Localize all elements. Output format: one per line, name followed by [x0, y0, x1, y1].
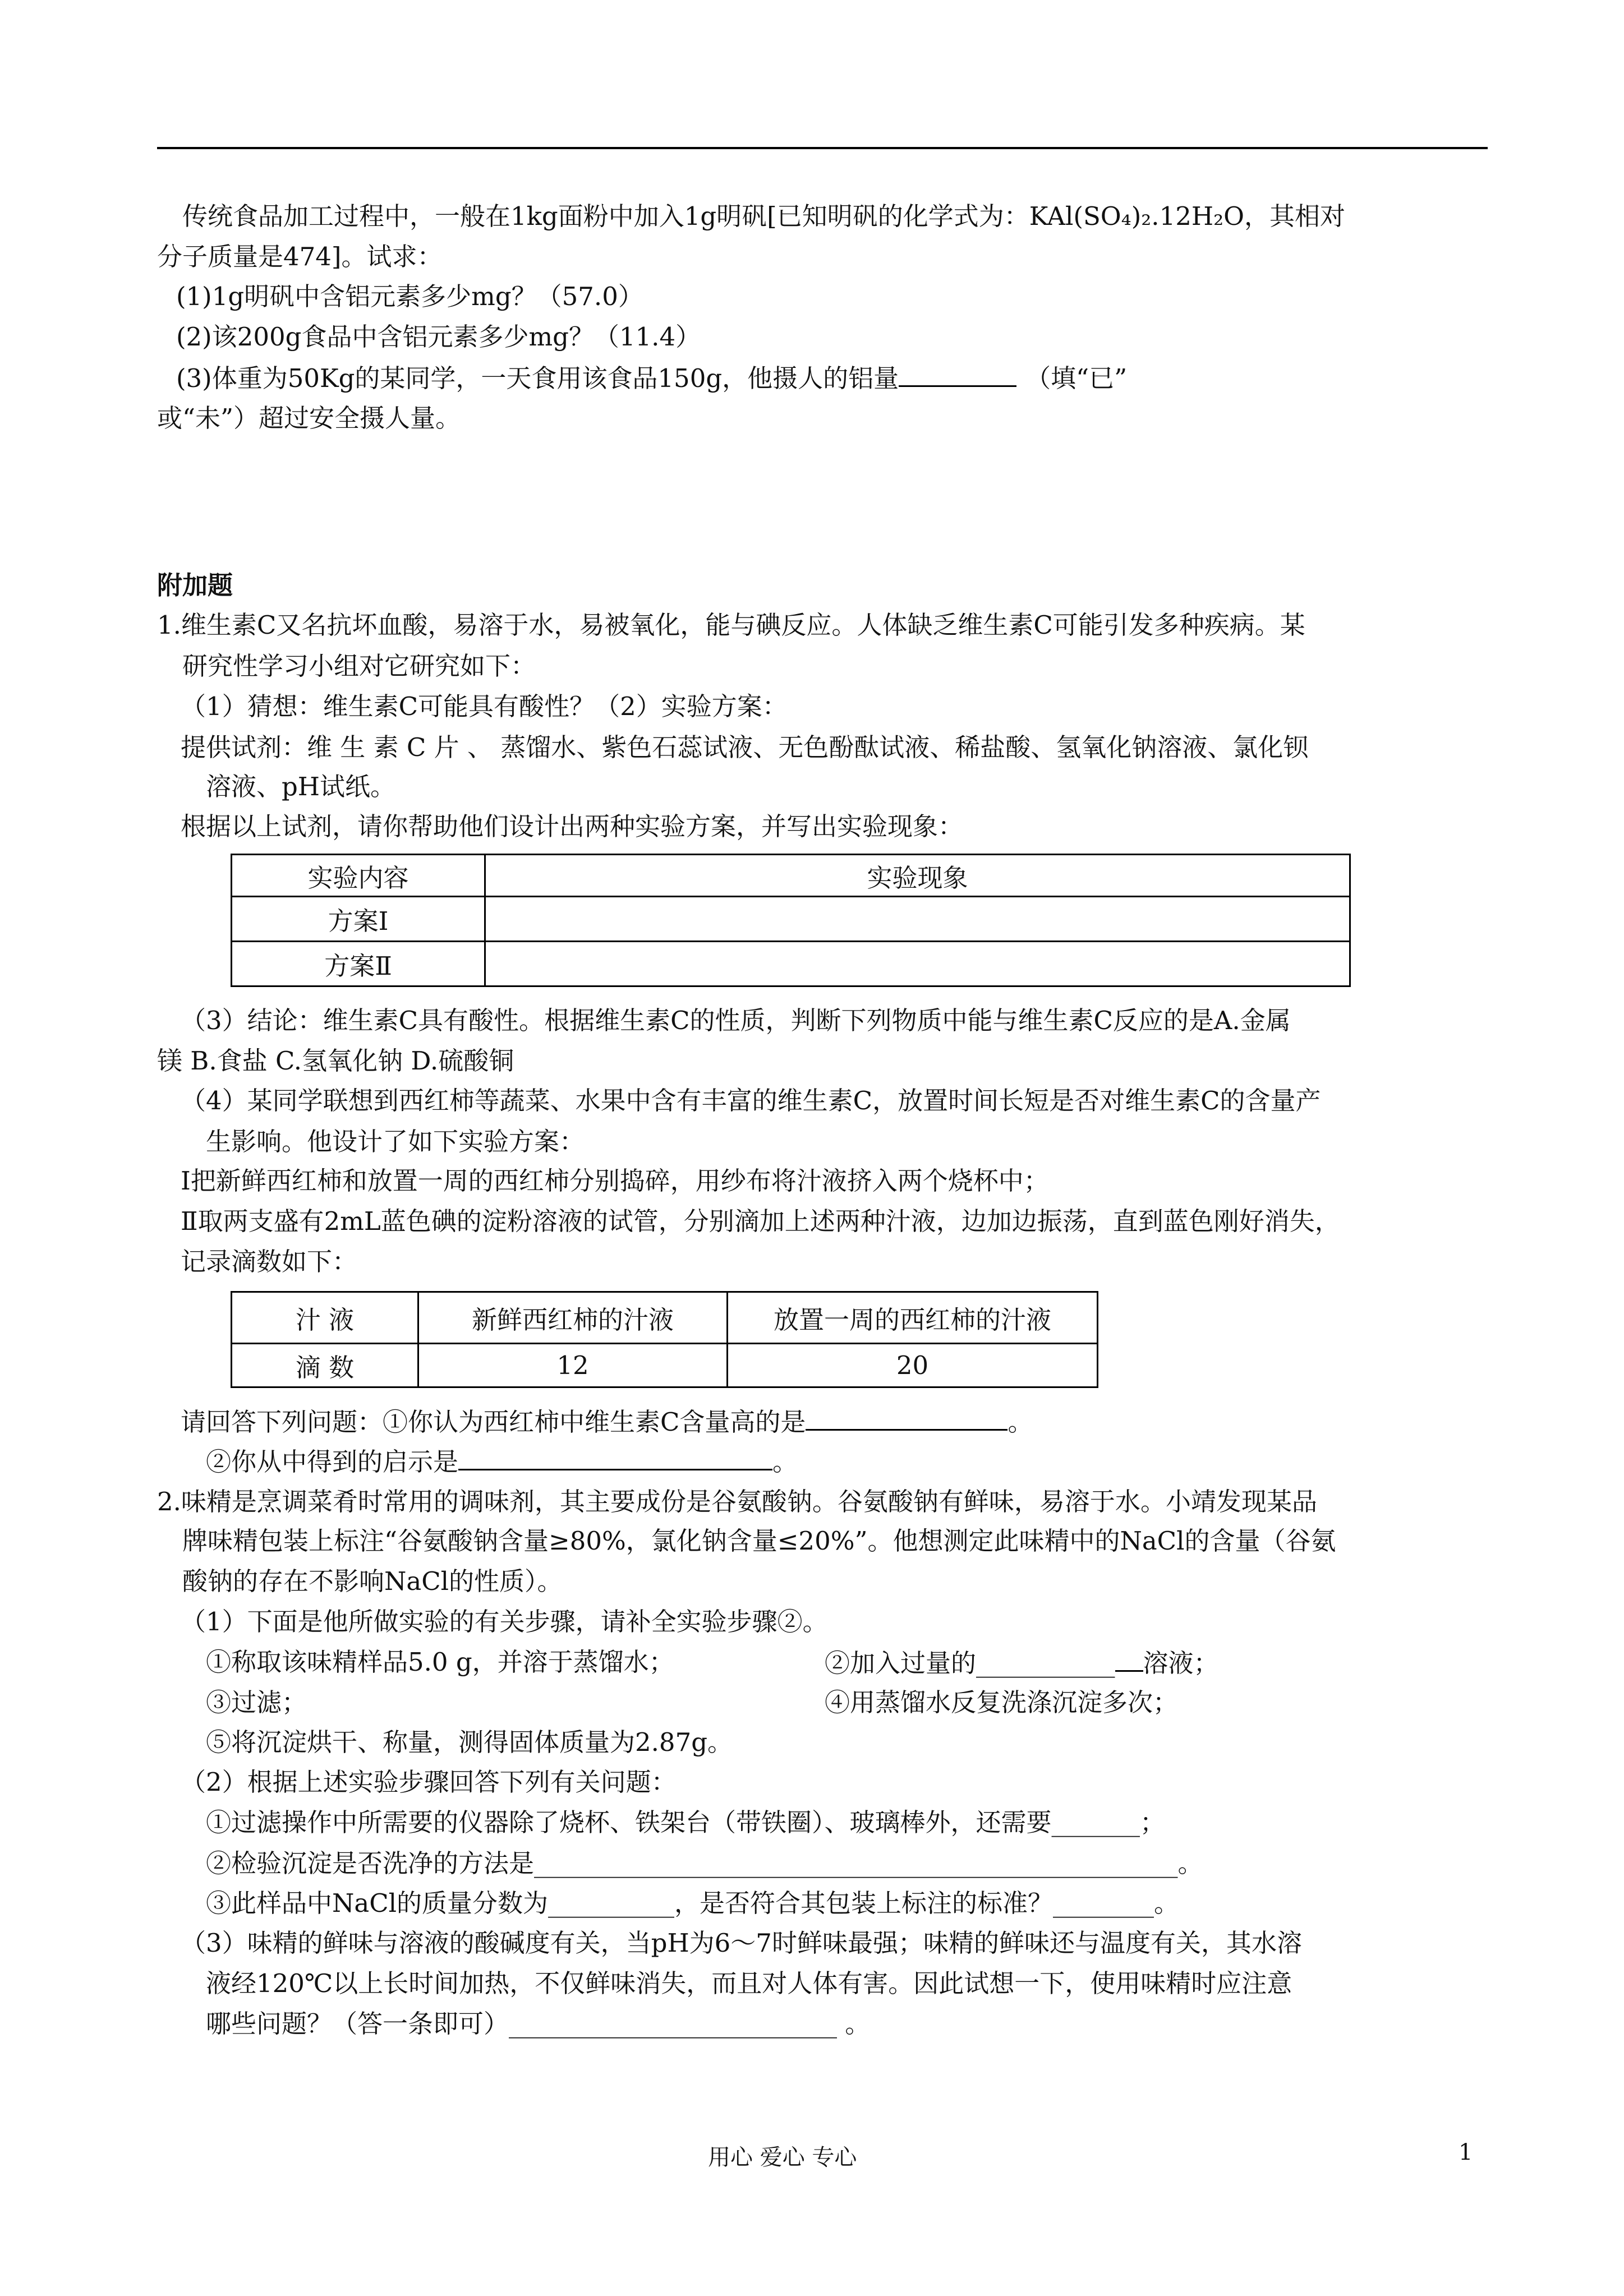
intro-q3-cont: 或“未”）超过安全摄人量。	[157, 403, 461, 433]
answer-blank[interactable]	[458, 1444, 772, 1470]
intro-q3-text: (3)体重为50Kg的某同学，一天食用该食品150g，他摄人的铝量	[176, 363, 899, 393]
bonus-q1-line-13: 记录滴数如下：	[181, 1247, 358, 1276]
bonus-q1-line-10: 生影响。他设计了如下实验方案：	[206, 1127, 585, 1156]
bonus-q2-line-3: 酸钠的存在不影响NaCl的性质）。	[182, 1566, 563, 1596]
table-header-cell: 实验内容	[232, 855, 485, 897]
bonus-q1-line-9: （4）某同学联想到西红柿等蔬菜、水果中含有丰富的维生素C，放置时间长短是否对维生素C的含量产	[181, 1086, 1321, 1115]
plan-label-cell: 方案Ⅰ	[232, 897, 485, 942]
bonus-q2-step-4: ④用蒸馏水反复洗涤沉淀多次；	[825, 1688, 1179, 1717]
bonus-q1-line-8: 镁 B.食盐 C.氢氧化钠 D.硫酸铜	[157, 1046, 514, 1076]
intro-q1: (1)1g明矾中含铝元素多少mg？（57.0）	[176, 282, 643, 311]
bonus-q1-line-7: （3）结论：维生素C具有酸性。根据维生素C的性质，判断下列物质中能与维生素C反应的是A.金属	[181, 1006, 1291, 1035]
drop-count-table	[231, 1291, 1098, 1388]
intro-q3-hint: （填“已”	[1025, 363, 1128, 393]
bonus-q2-answer-3: ③此样品中NaCl的质量分数为__________，是否符合其包装上标注的标准？________。	[206, 1888, 1180, 1918]
bonus-q1-line-6: 根据以上试剂，请你帮助他们设计出两种实验方案，并写出实验现象：	[181, 812, 964, 841]
bonus-q2-answer-1: ①过滤操作中所需要的仪器除了烧杯、铁架台（带铁圈）、玻璃棒外，还需要_______；	[206, 1808, 1166, 1837]
period: 。	[772, 1447, 798, 1477]
bonus-heading: 附加题	[157, 570, 233, 600]
bonus-q2-line-4: （1）下面是他所做实验的有关步骤，请补全实验步骤②。	[181, 1607, 828, 1636]
intro-line-1: 传统食品加工过程中，一般在1kg面粉中加入1g明矾[已知明矾的化学式为：KAl(SO₄)₂.12H₂O，其相对	[182, 201, 1346, 231]
table-row	[232, 897, 1350, 942]
table-header-cell: 新鲜西红柿的汁液	[418, 1292, 728, 1344]
bonus-q1-line-3: （1）猜想：维生素C可能具有酸性？（2）实验方案：	[181, 691, 788, 721]
page-number: 1	[1459, 2140, 1473, 2165]
table-header-cell: 汁 液	[232, 1292, 418, 1344]
plan-label-cell: 方案Ⅱ	[232, 942, 485, 986]
intro-q3	[176, 361, 1127, 395]
table-row	[232, 855, 1350, 897]
bonus-q2-line-7: 液经120℃以上长时间加热，不仅鲜味消失，而且对人体有害。因此试想一下，使用味精时应注意	[206, 1968, 1292, 1998]
question-text: ②你从中得到的启示是	[206, 1447, 459, 1477]
plan-answer-cell[interactable]	[485, 897, 1350, 942]
bonus-q2-line-1: 2.味精是烹调菜肴时常用的调味剂，其主要成份是谷氨酸钠。谷氨酸钠有鲜味，易溶于水。小靖发现某品	[157, 1487, 1317, 1516]
bonus-q1-line-1: 1.维生素C又名抗坏血酸，易溶于水，易被氧化，能与碘反应。人体缺乏维生素C可能引发多种疾病。某	[157, 610, 1305, 640]
table-cell: 20	[728, 1344, 1098, 1387]
experiment-plan-table	[231, 854, 1351, 987]
step-text: ②加入过量的___________	[825, 1648, 1115, 1678]
table-row	[232, 942, 1350, 986]
table-header-cell: 实验现象	[485, 855, 1350, 897]
bonus-q1-line-12: Ⅱ取两支盛有2mL蓝色碘的淀粉溶液的试管，分别滴加上述两种汁液，边加边振荡，直到蓝色刚好消失，	[181, 1206, 1340, 1236]
answer-blank[interactable]	[1115, 1645, 1143, 1672]
table-row	[232, 1292, 1098, 1344]
period: 。	[1007, 1407, 1033, 1437]
intro-q2: (2)该200g食品中含铝元素多少mg？（11.4）	[176, 322, 701, 352]
bonus-q2-line-2: 牌味精包装上标注“谷氨酸钠含量≥80%，氯化钠含量≤20%”。他想测定此味精中的NaCl的含量（谷氨	[182, 1526, 1336, 1556]
plan-answer-cell[interactable]	[485, 942, 1350, 986]
bonus-q1-line-2: 研究性学习小组对它研究如下：	[182, 651, 536, 681]
intro-line-2: 分子质量是474]。试求：	[157, 242, 443, 271]
bonus-q2-step-2	[825, 1645, 1219, 1680]
answer-blank[interactable]	[806, 1404, 1007, 1431]
bonus-q2-line-8: 哪些问题？（答一条即可）__________________________ 。	[206, 2009, 871, 2039]
bonus-q2-step-5: ⑤将沉淀烘干、称量，测得固体质量为2.87g。	[206, 1727, 733, 1757]
answer-blank[interactable]	[899, 361, 1016, 387]
bonus-q1-line-4: 提供试剂：维 生 素 C 片 、 蒸馏水、紫色石蕊试液、无色酚酞试液、稀盐酸、氢氧化钠溶液、氯化钡	[181, 732, 1309, 762]
bonus-q2-line-5: （2）根据上述实验步骤回答下列有关问题：	[181, 1767, 677, 1797]
footer-motto: 用心 爱心 专心	[708, 2145, 857, 2170]
header-rule	[157, 147, 1488, 149]
table-row	[232, 1344, 1098, 1387]
bonus-q2-step-3: ③过滤；	[206, 1688, 307, 1717]
bonus-q2-answer-2: ②检验沉淀是否洗净的方法是___________________________________________________。	[206, 1848, 1203, 1878]
bonus-q2-step-1: ①称取该味精样品5.0 g，并溶于蒸馏水；	[206, 1647, 674, 1677]
step-text-end: 溶液；	[1143, 1648, 1219, 1678]
bonus-q1-line-5: 溶液、pH试纸。	[206, 772, 396, 801]
bonus-q1-line-15	[206, 1444, 798, 1479]
table-cell: 12	[418, 1344, 728, 1387]
table-header-cell: 放置一周的西红柿的汁液	[728, 1292, 1098, 1344]
bonus-q1-line-14	[181, 1404, 1033, 1439]
question-text: 请回答下列问题：①你认为西红柿中维生素C含量高的是	[181, 1407, 806, 1437]
bonus-q1-line-11: Ⅰ把新鲜西红柿和放置一周的西红柿分别捣碎，用纱布将汁液挤入两个烧杯中；	[181, 1166, 1049, 1196]
table-cell: 滴 数	[232, 1344, 418, 1387]
bonus-q2-line-6: （3）味精的鲜味与溶液的酸碱度有关，当pH为6～7时鲜味最强；味精的鲜味还与温度有关，其水溶	[181, 1928, 1302, 1958]
